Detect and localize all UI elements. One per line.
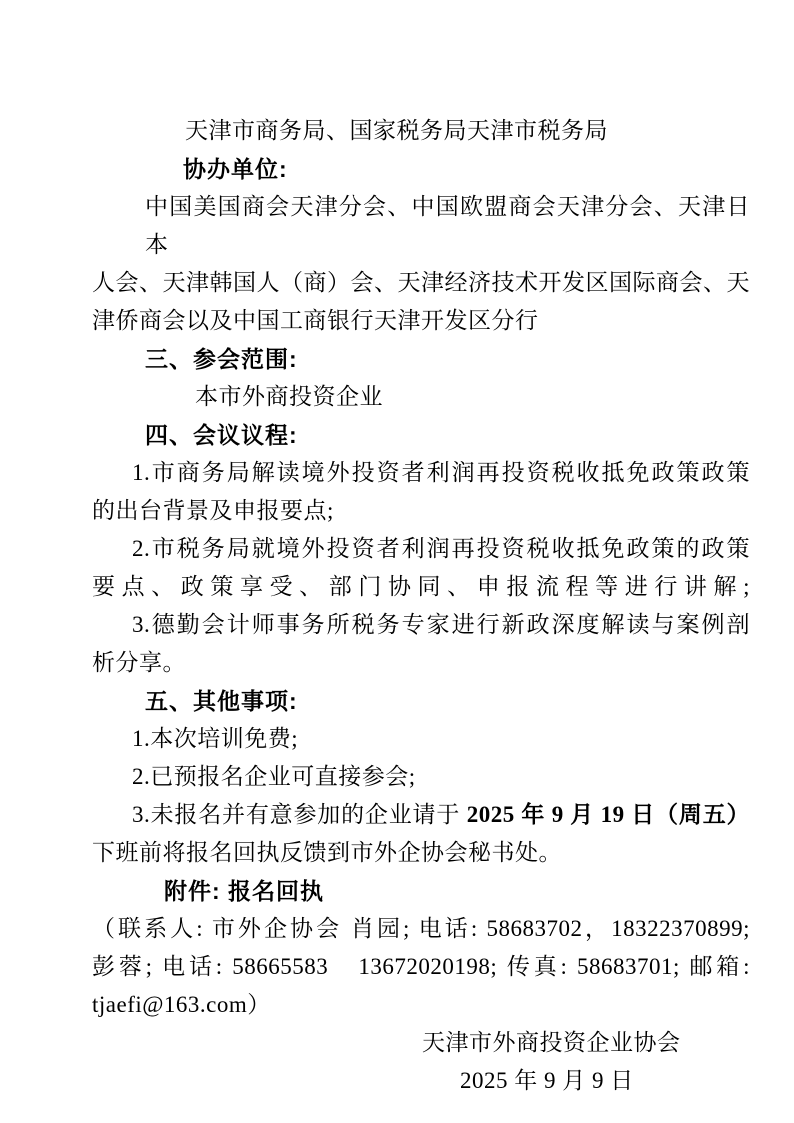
- other-item-line: 2.已预报名企业可直接参会;: [132, 764, 416, 789]
- other-item-line: 下班前将报名回执反馈到市外企协会秘书处。: [92, 840, 562, 865]
- other-item-line: [92, 796, 750, 834]
- section-5-heading: 五、其他事项:: [145, 688, 298, 714]
- co-organizer-body-line: 中国美国商会天津分会、中国欧盟商会天津分会、天津日本: [145, 194, 750, 257]
- agenda-item-line: 1.市商务局解读境外投资者利润再投资税收抵免政策政策: [132, 460, 750, 485]
- section-3-body: 本市外商投资企业: [195, 384, 383, 409]
- contact-email-line: tjaefi@163.com）: [92, 992, 271, 1017]
- other-item-line: 1.本次培训免费;: [132, 726, 299, 751]
- contact-info-line: （联系人: 市外企协会 肖园; 电话: 58683702，18322370899;: [92, 916, 750, 941]
- deadline-date-bold: 2025 年 9 月 19 日（周五）: [466, 802, 751, 827]
- agenda-item-line: 3.德勤会计师事务所税务专家进行新政深度解读与案例剖: [132, 612, 750, 637]
- agenda-item-line: 析分享。: [92, 650, 186, 675]
- signature-organization: 天津市外商投资企业协会: [422, 1030, 681, 1055]
- section-3-heading: 三、参会范围:: [145, 346, 298, 372]
- agenda-item-line: 2.市税务局就境外投资者利润再投资税收抵免政策的政策: [132, 536, 750, 561]
- co-organizer-body-line: 津侨商会以及中国工商银行天津开发区分行: [92, 308, 539, 333]
- section-4-heading: 四、会议议程:: [145, 422, 298, 448]
- contact-info-line: 彭蓉; 电话: 58665583 13672020198; 传真: 58683701; 邮箱:: [92, 954, 750, 979]
- co-organizer-body-line: 人会、天津韩国人（商）会、天津经济技术开发区国际商会、天: [92, 270, 750, 295]
- deadline-sentence-start: 3.未报名并有意参加的企业请于: [132, 802, 467, 827]
- signature-date: 2025 年 9 月 9 日: [460, 1068, 634, 1093]
- host-organizer-line: 天津市商务局、国家税务局天津市税务局: [185, 118, 608, 143]
- agenda-item-line: 的出台背景及申报要点;: [92, 498, 334, 523]
- attachment-heading: 附件: 报名回执: [164, 878, 325, 904]
- agenda-item-line: 要点、政策享受、部门协同、申报流程等进行讲解;: [92, 574, 750, 599]
- document-content: [92, 112, 750, 1100]
- co-organizer-heading: 协办单位:: [183, 156, 288, 182]
